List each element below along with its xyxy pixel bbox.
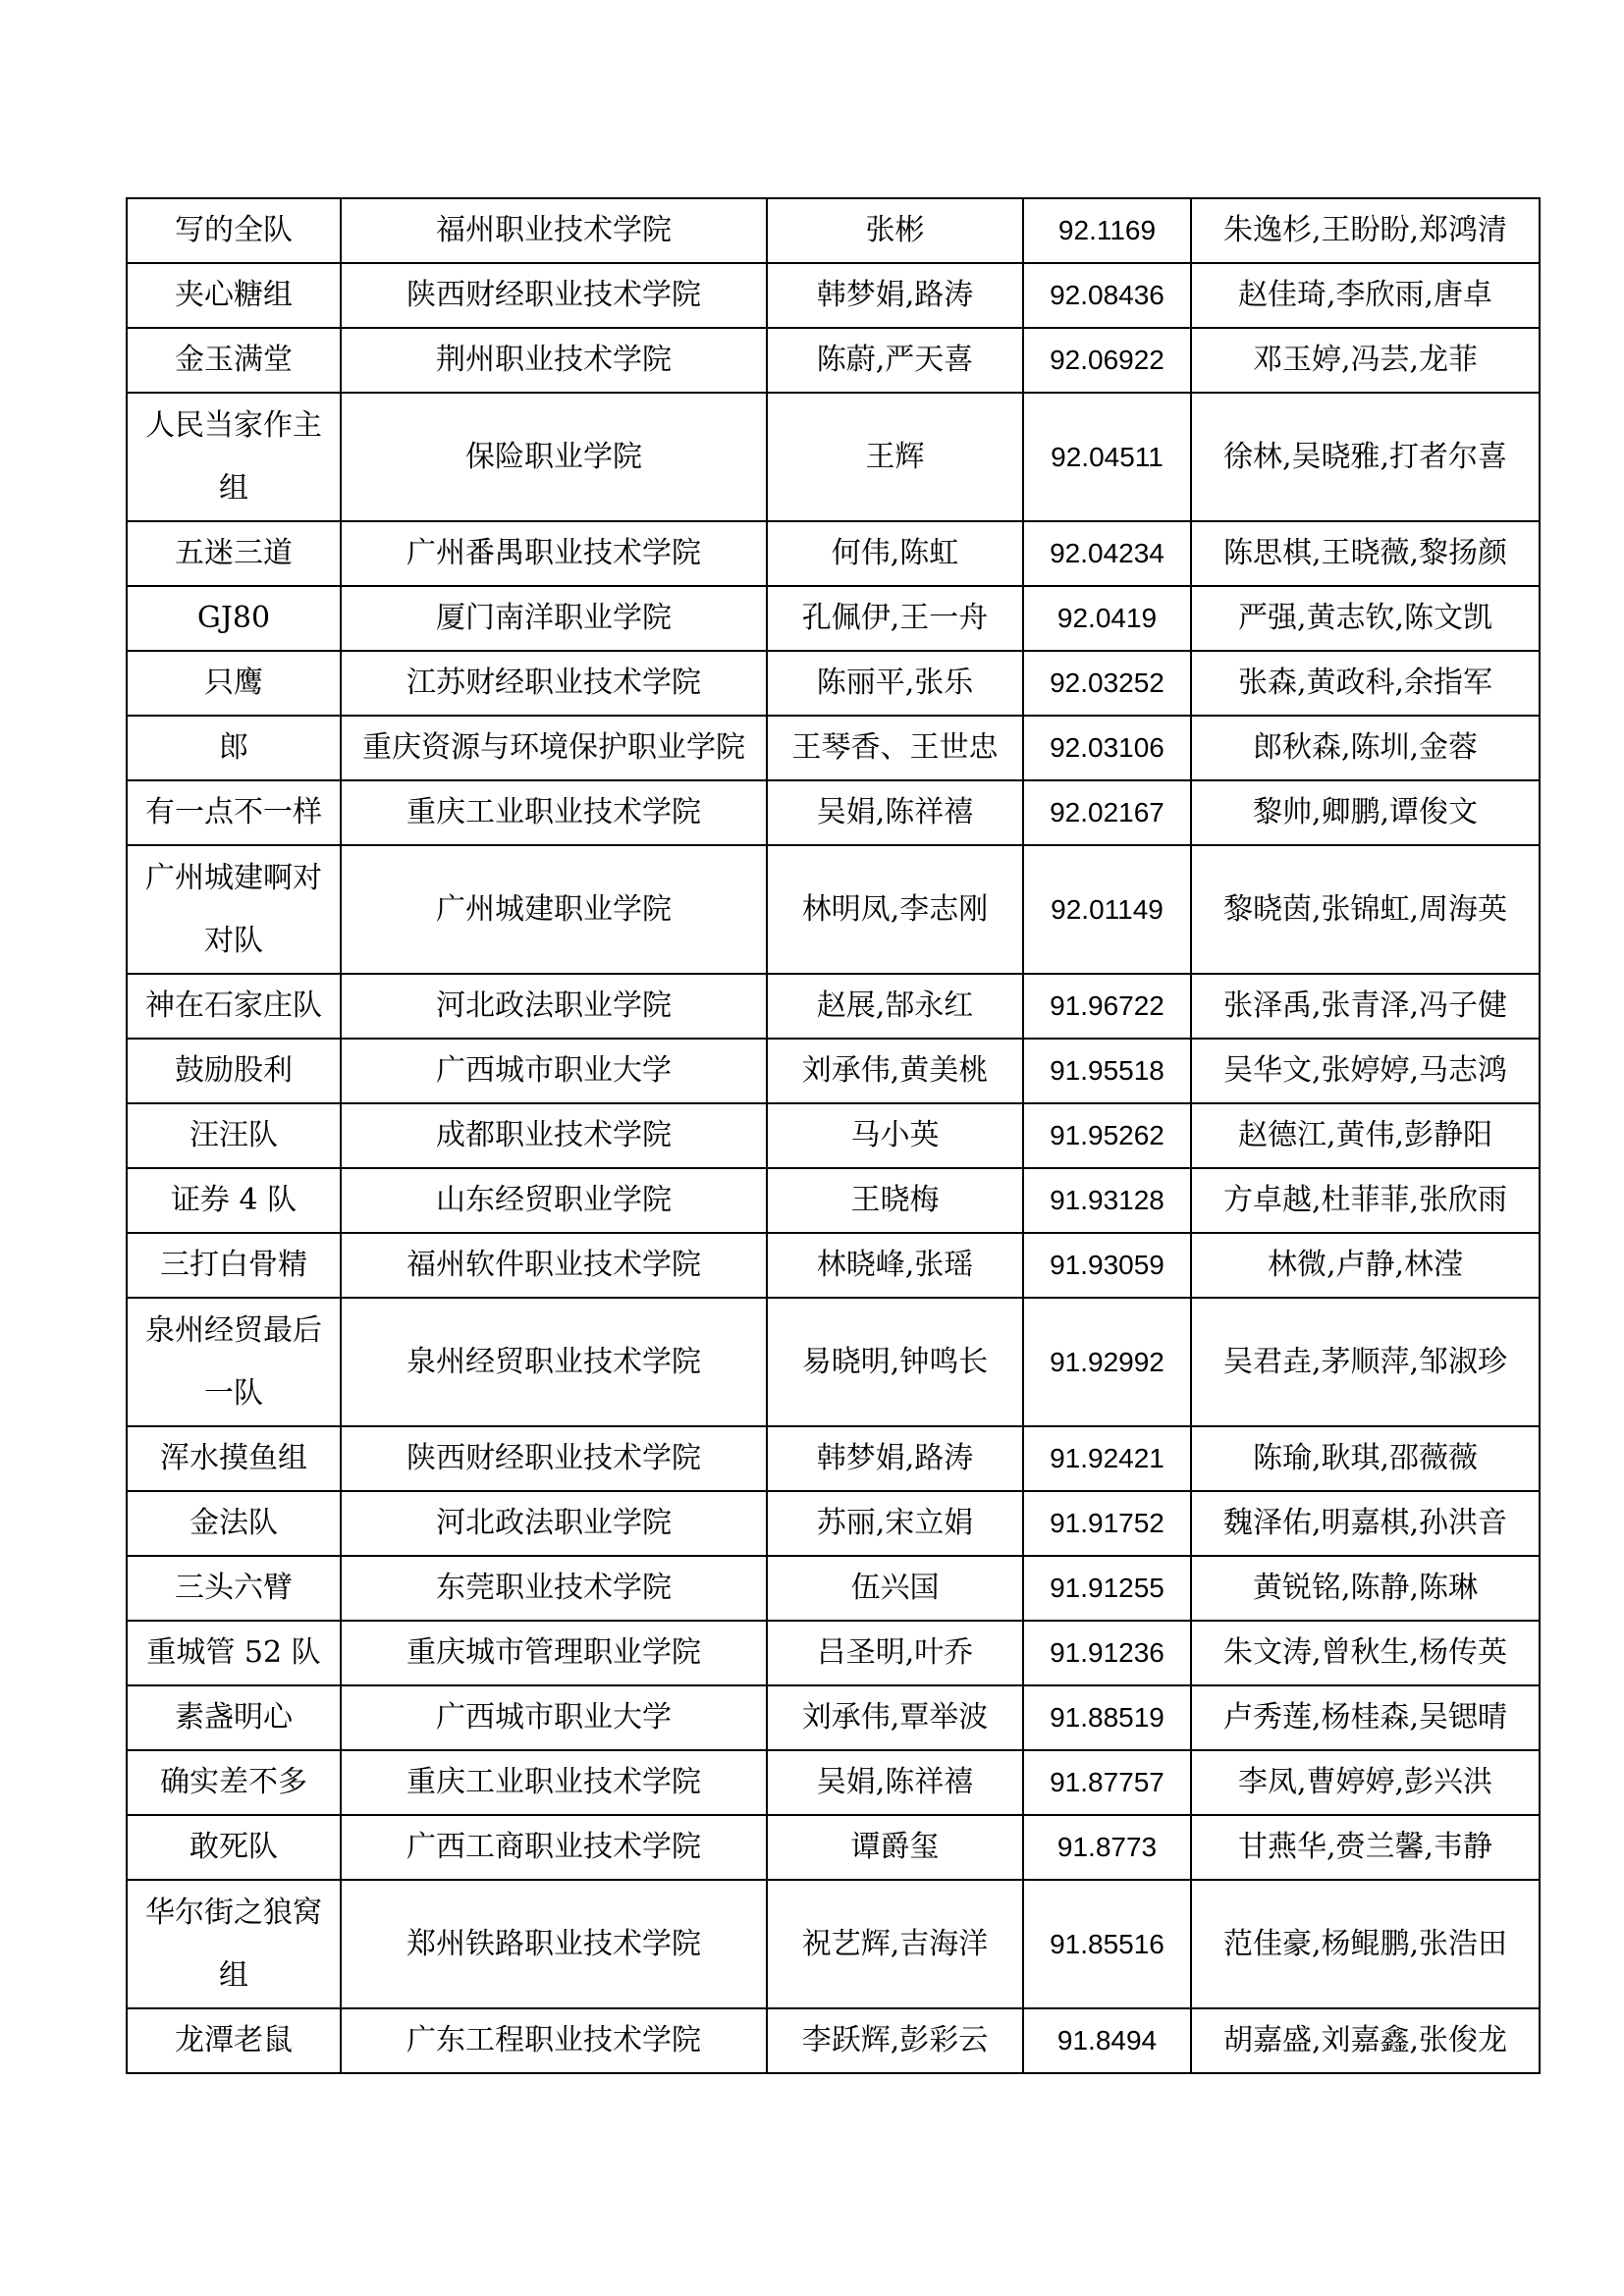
table-row [127,974,1540,1039]
team-name-cell: 广州城建啊对对队 [127,845,341,974]
members-cell: 方卓越,杜菲菲,张欣雨 [1191,1168,1540,1233]
members-cell: 赵德江,黄伟,彭静阳 [1191,1103,1540,1168]
members-cell: 吴君垚,茅顺萍,邹淑珍 [1191,1298,1540,1426]
team-name-cell: 龙潭老鼠 [127,2008,341,2073]
table-row [127,1298,1540,1426]
score-cell: 92.01149 [1023,845,1191,974]
school-cell: 东莞职业技术学院 [341,1556,767,1621]
advisor-cell: 王晓梅 [767,1168,1023,1233]
advisor-cell: 李跃辉,彭彩云 [767,2008,1023,2073]
members-cell: 陈瑜,耿琪,邵薇薇 [1191,1426,1540,1491]
members-cell: 朱文涛,曾秋生,杨传英 [1191,1621,1540,1685]
table-row [127,393,1540,521]
table-row [127,1880,1540,2008]
school-cell: 重庆资源与环境保护职业学院 [341,716,767,780]
team-name-cell: 证券 4 队 [127,1168,341,1233]
table-row [127,651,1540,716]
members-cell: 赵佳琦,李欣雨,唐卓 [1191,263,1540,328]
table-row [127,1039,1540,1103]
team-name-cell: 华尔街之狼窝组 [127,1880,341,2008]
school-cell: 重庆城市管理职业学院 [341,1621,767,1685]
table-row [127,521,1540,586]
school-cell: 广西城市职业大学 [341,1685,767,1750]
members-cell: 范佳豪,杨鲲鹏,张浩田 [1191,1880,1540,2008]
school-cell: 广州城建职业学院 [341,845,767,974]
advisor-cell: 韩梦娟,路涛 [767,1426,1023,1491]
team-name-cell: 三打白骨精 [127,1233,341,1298]
advisor-cell: 刘承伟,覃举波 [767,1685,1023,1750]
members-cell: 甘燕华,赍兰馨,韦静 [1191,1815,1540,1880]
table-row [127,1685,1540,1750]
members-cell: 邓玉婷,冯芸,龙菲 [1191,328,1540,393]
score-cell: 91.8773 [1023,1815,1191,1880]
table-row [127,1168,1540,1233]
school-cell: 广州番禺职业技术学院 [341,521,767,586]
score-cell: 92.06922 [1023,328,1191,393]
score-cell: 91.91236 [1023,1621,1191,1685]
team-name-cell: GJ80 [127,586,341,651]
members-cell: 张森,黄政科,余指军 [1191,651,1540,716]
score-cell: 91.8494 [1023,2008,1191,2073]
score-cell: 91.95518 [1023,1039,1191,1103]
members-cell: 朱逸杉,王盼盼,郑鸿清 [1191,198,1540,263]
school-cell: 山东经贸职业学院 [341,1168,767,1233]
school-cell: 福州软件职业技术学院 [341,1233,767,1298]
score-cell: 91.88519 [1023,1685,1191,1750]
table-row [127,1491,1540,1556]
table-row [127,1233,1540,1298]
table-row [127,1621,1540,1685]
school-cell: 陕西财经职业技术学院 [341,263,767,328]
score-cell: 91.92421 [1023,1426,1191,1491]
advisor-cell: 林明凤,李志刚 [767,845,1023,974]
score-cell: 92.04234 [1023,521,1191,586]
advisor-cell: 伍兴国 [767,1556,1023,1621]
members-cell: 张泽禹,张青泽,冯子健 [1191,974,1540,1039]
team-name-cell: 郎 [127,716,341,780]
advisor-cell: 张彬 [767,198,1023,263]
table-row [127,780,1540,845]
advisor-cell: 吴娟,陈祥禧 [767,780,1023,845]
score-cell: 92.02167 [1023,780,1191,845]
team-name-cell: 鼓励股利 [127,1039,341,1103]
score-cell: 92.03106 [1023,716,1191,780]
team-name-cell: 泉州经贸最后一队 [127,1298,341,1426]
advisor-cell: 何伟,陈虹 [767,521,1023,586]
school-cell: 广东工程职业技术学院 [341,2008,767,2073]
advisor-cell: 苏丽,宋立娟 [767,1491,1023,1556]
team-name-cell: 写的全队 [127,198,341,263]
school-cell: 江苏财经职业技术学院 [341,651,767,716]
team-name-cell: 敢死队 [127,1815,341,1880]
score-cell: 91.95262 [1023,1103,1191,1168]
members-cell: 陈思棋,王晓薇,黎扬颜 [1191,521,1540,586]
advisor-cell: 王琴香、王世忠 [767,716,1023,780]
team-name-cell: 汪汪队 [127,1103,341,1168]
school-cell: 重庆工业职业技术学院 [341,1750,767,1815]
members-cell: 魏泽佑,明嘉棋,孙洪音 [1191,1491,1540,1556]
score-cell: 92.1169 [1023,198,1191,263]
school-cell: 广西工商职业技术学院 [341,1815,767,1880]
score-cell: 91.91255 [1023,1556,1191,1621]
score-cell: 92.08436 [1023,263,1191,328]
team-name-cell: 三头六臂 [127,1556,341,1621]
table-row [127,1750,1540,1815]
team-name-cell: 只鹰 [127,651,341,716]
school-cell: 陕西财经职业技术学院 [341,1426,767,1491]
table-row [127,1426,1540,1491]
members-cell: 郎秋森,陈圳,金蓉 [1191,716,1540,780]
advisor-cell: 刘承伟,黄美桃 [767,1039,1023,1103]
table-row [127,1556,1540,1621]
table-row [127,1815,1540,1880]
advisor-cell: 祝艺辉,吉海洋 [767,1880,1023,2008]
school-cell: 保险职业学院 [341,393,767,521]
advisor-cell: 赵展,郜永红 [767,974,1023,1039]
table-row [127,586,1540,651]
score-cell: 92.04511 [1023,393,1191,521]
members-cell: 严强,黄志钦,陈文凯 [1191,586,1540,651]
score-cell: 91.91752 [1023,1491,1191,1556]
school-cell: 河北政法职业学院 [341,1491,767,1556]
team-name-cell: 五迷三道 [127,521,341,586]
advisor-cell: 吕圣明,叶乔 [767,1621,1023,1685]
members-cell: 黎帅,卿鹏,谭俊文 [1191,780,1540,845]
team-name-cell: 夹心糖组 [127,263,341,328]
score-cell: 91.93059 [1023,1233,1191,1298]
table-row [127,263,1540,328]
team-name-cell: 重城管 52 队 [127,1621,341,1685]
school-cell: 厦门南洋职业学院 [341,586,767,651]
team-name-cell: 素盏明心 [127,1685,341,1750]
school-cell: 泉州经贸职业技术学院 [341,1298,767,1426]
table-row [127,198,1540,263]
score-cell: 91.96722 [1023,974,1191,1039]
advisor-cell: 韩梦娟,路涛 [767,263,1023,328]
school-cell: 郑州铁路职业技术学院 [341,1880,767,2008]
advisor-cell: 谭爵玺 [767,1815,1023,1880]
table-row [127,716,1540,780]
table-row [127,328,1540,393]
team-name-cell: 浑水摸鱼组 [127,1426,341,1491]
table-row [127,2008,1540,2073]
results-table-body [127,198,1540,2073]
advisor-cell: 孔佩伊,王一舟 [767,586,1023,651]
advisor-cell: 吴娟,陈祥禧 [767,1750,1023,1815]
members-cell: 林微,卢静,林滢 [1191,1233,1540,1298]
advisor-cell: 陈蔚,严天喜 [767,328,1023,393]
school-cell: 成都职业技术学院 [341,1103,767,1168]
school-cell: 重庆工业职业技术学院 [341,780,767,845]
team-name-cell: 人民当家作主组 [127,393,341,521]
team-name-cell: 金玉满堂 [127,328,341,393]
members-cell: 黎晓茵,张锦虹,周海英 [1191,845,1540,974]
members-cell: 徐林,吴晓雅,打者尔喜 [1191,393,1540,521]
score-cell: 91.85516 [1023,1880,1191,2008]
score-cell: 91.87757 [1023,1750,1191,1815]
advisor-cell: 陈丽平,张乐 [767,651,1023,716]
school-cell: 河北政法职业学院 [341,974,767,1039]
team-name-cell: 有一点不一样 [127,780,341,845]
members-cell: 卢秀莲,杨桂森,吴锶晴 [1191,1685,1540,1750]
team-name-cell: 金法队 [127,1491,341,1556]
team-name-cell: 神在石家庄队 [127,974,341,1039]
school-cell: 荆州职业技术学院 [341,328,767,393]
advisor-cell: 王辉 [767,393,1023,521]
team-name-cell: 确实差不多 [127,1750,341,1815]
members-cell: 胡嘉盛,刘嘉鑫,张俊龙 [1191,2008,1540,2073]
table-row [127,1103,1540,1168]
members-cell: 黄锐铭,陈静,陈琳 [1191,1556,1540,1621]
score-cell: 92.03252 [1023,651,1191,716]
school-cell: 广西城市职业大学 [341,1039,767,1103]
members-cell: 吴华文,张婷婷,马志鸿 [1191,1039,1540,1103]
school-cell: 福州职业技术学院 [341,198,767,263]
members-cell: 李凤,曹婷婷,彭兴洪 [1191,1750,1540,1815]
results-table [126,197,1541,2074]
table-row [127,845,1540,974]
score-cell: 91.93128 [1023,1168,1191,1233]
advisor-cell: 林晓峰,张瑶 [767,1233,1023,1298]
advisor-cell: 马小英 [767,1103,1023,1168]
score-cell: 92.0419 [1023,586,1191,651]
advisor-cell: 易晓明,钟鸣长 [767,1298,1023,1426]
score-cell: 91.92992 [1023,1298,1191,1426]
